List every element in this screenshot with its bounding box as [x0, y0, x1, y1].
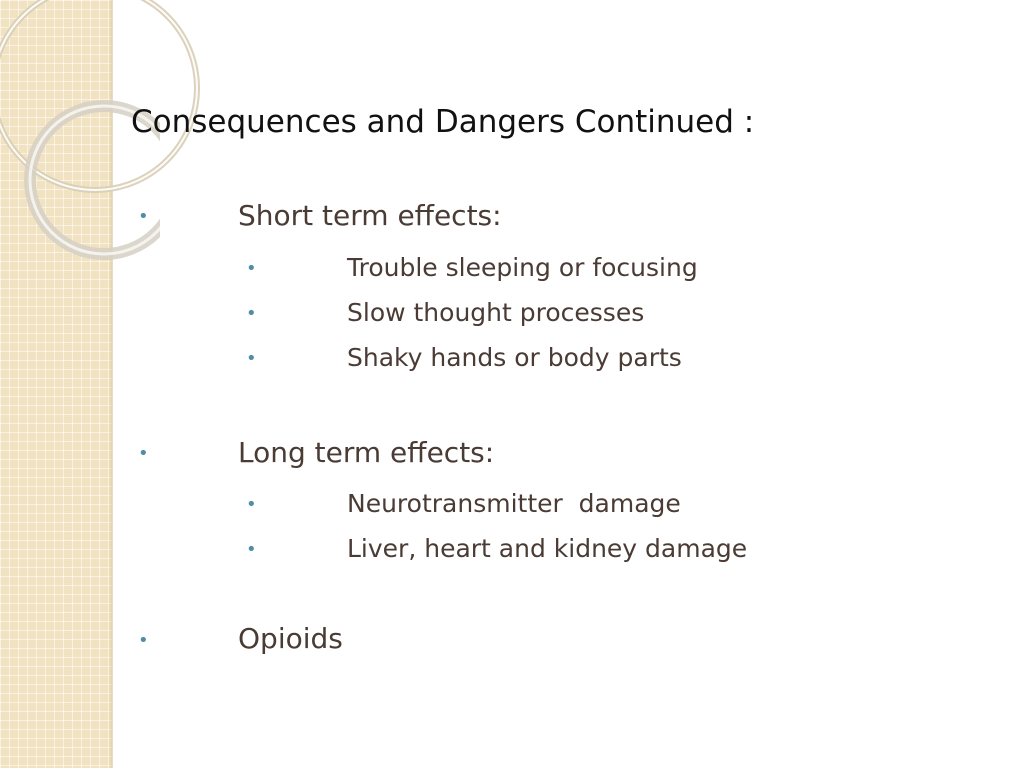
bullet-icon: •: [246, 494, 257, 515]
list-item: Neurotransmitter damage: [347, 489, 681, 518]
bullet-icon: •: [246, 303, 257, 324]
list-item: Shaky hands or body parts: [347, 343, 682, 372]
bullet-icon: •: [138, 630, 149, 651]
list-item: Trouble sleeping or focusing: [347, 253, 698, 282]
list-item: Slow thought processes: [347, 298, 645, 327]
bullet-icon: •: [246, 539, 257, 560]
slide-title: Consequences and Dangers Continued :: [131, 104, 755, 140]
section-heading-short-term: Short term effects:: [238, 199, 502, 232]
section-heading-long-term: Long term effects:: [238, 436, 495, 469]
bullet-icon: •: [138, 206, 149, 227]
bullet-icon: •: [246, 348, 257, 369]
bullet-icon: •: [138, 443, 149, 464]
list-item: Liver, heart and kidney damage: [347, 534, 748, 563]
section-heading-opioids: Opioids: [238, 622, 343, 655]
bullet-icon: •: [246, 258, 257, 279]
